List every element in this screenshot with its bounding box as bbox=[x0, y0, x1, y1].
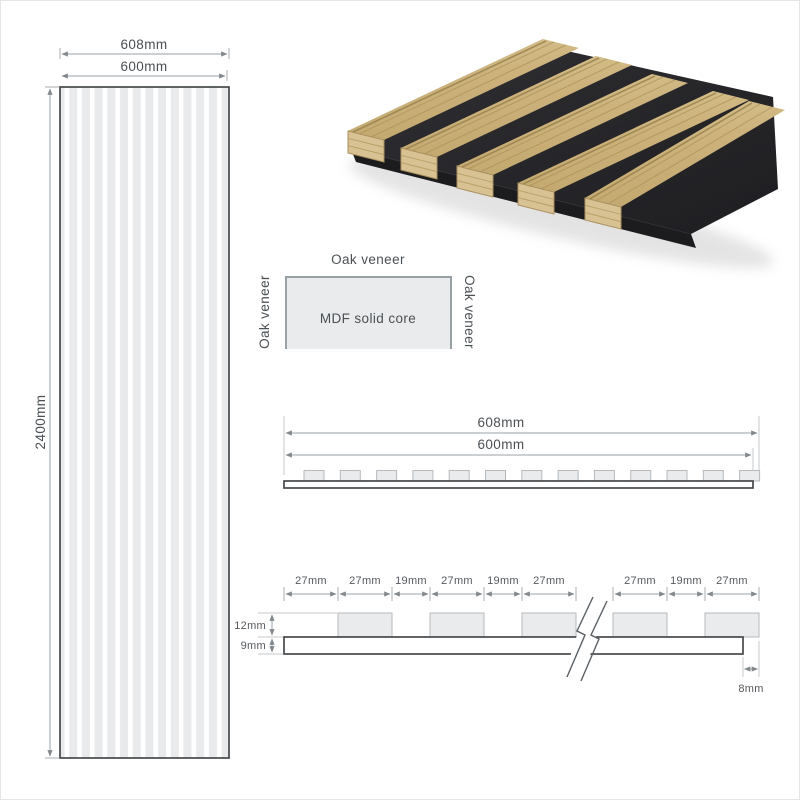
veneer-label-right: Oak veneer bbox=[462, 275, 477, 349]
dim-label: 27mm bbox=[349, 575, 381, 587]
dim-label-600: 600mm bbox=[120, 59, 168, 74]
dim-label-608: 608mm bbox=[120, 37, 168, 52]
panel-front-face bbox=[60, 87, 229, 758]
dim-label-12: 12mm bbox=[234, 620, 266, 632]
base-board bbox=[284, 637, 743, 654]
dim-label: 27mm bbox=[624, 575, 656, 587]
dim-label: 19mm bbox=[487, 575, 519, 587]
base-board bbox=[284, 481, 753, 488]
dim-label: 27mm bbox=[533, 575, 565, 587]
dim-label: 27mm bbox=[295, 575, 327, 587]
dim-label: 27mm bbox=[441, 575, 473, 587]
width-cross-section bbox=[284, 415, 760, 488]
core-label: MDF solid core bbox=[319, 311, 417, 326]
veneer-cross-section bbox=[257, 252, 477, 349]
veneer-label-left: Oak veneer bbox=[257, 275, 272, 349]
dim-label-2400: 2400mm bbox=[33, 394, 48, 450]
dim-label: 19mm bbox=[395, 575, 427, 587]
dim-label-9: 9mm bbox=[240, 640, 266, 652]
dim-label-600: 600mm bbox=[477, 437, 525, 452]
dim-label-608: 608mm bbox=[477, 415, 525, 430]
detail-cross-section bbox=[234, 575, 763, 695]
veneer-label-top: Oak veneer bbox=[331, 252, 405, 267]
panel-3d-photo bbox=[343, 39, 785, 286]
acoustic-panel-spec-diagram bbox=[1, 1, 799, 799]
slat-squares bbox=[338, 613, 759, 637]
dim-label: 27mm bbox=[716, 575, 748, 587]
front-view-diagram bbox=[33, 37, 229, 758]
dim-label-8: 8mm bbox=[738, 683, 764, 695]
dim-label: 19mm bbox=[670, 575, 702, 587]
slat-squares bbox=[304, 471, 760, 482]
